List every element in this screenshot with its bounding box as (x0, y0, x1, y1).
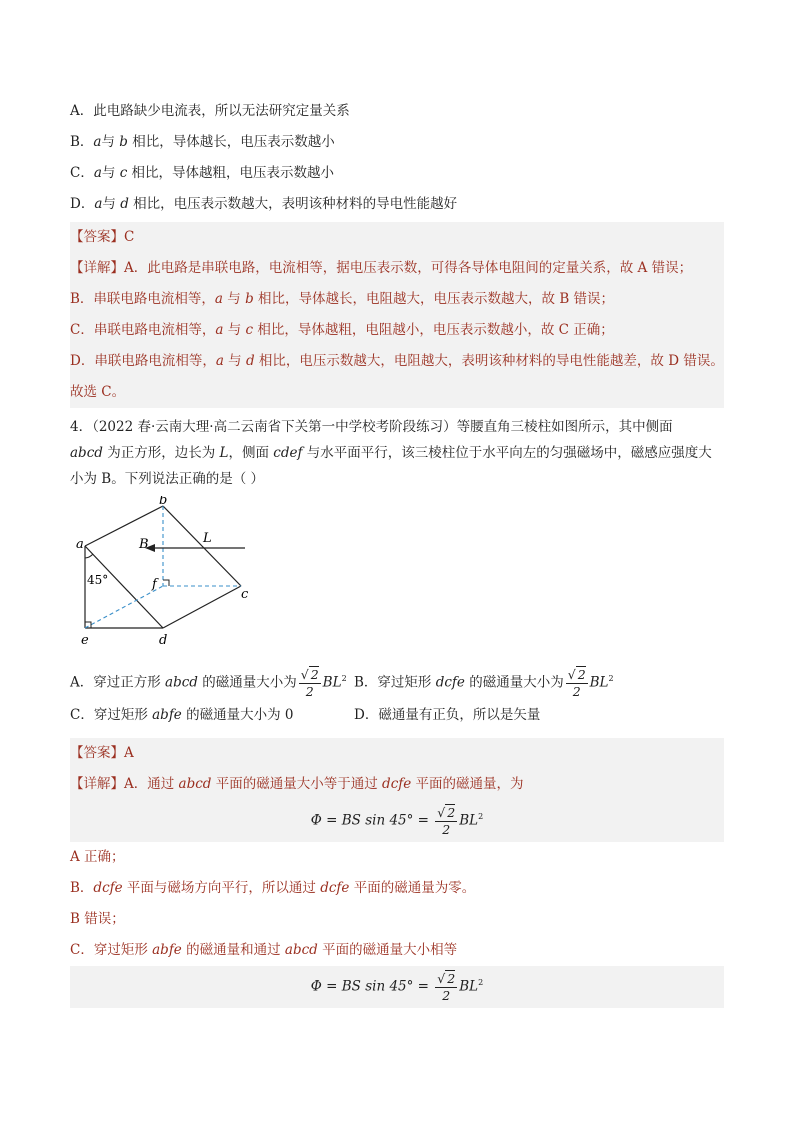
edge-bc (163, 506, 241, 586)
right-angle-f (163, 580, 169, 586)
label-b: b (159, 496, 168, 508)
option-a-fraction: $\frac{√ 2}{2}$ (300, 667, 319, 699)
explain4-line-5: C．穿过矩形 abfe 的磁通量和通过 abcd 平面的磁通量大小相等 (70, 942, 458, 958)
formula-1: Φ = BS sin 45° = $\frac{√ 2}{2}$ $BL^2$ (310, 805, 484, 837)
edge-ef (85, 586, 163, 628)
option-4-c: C．穿过矩形 abfe 的磁通量大小为 0 (70, 707, 294, 723)
question-4-line-2: abcd 为正方形，边长为 L，侧面 cdef 与水平面平行，该三棱柱位于水平向左的匀强磁场中，磁感应强度大 (70, 445, 712, 461)
question-4-line-3: 小为 B。下列说法正确的是（ ） (70, 471, 265, 487)
prism-diagram (75, 496, 255, 656)
explain-line-4: D．串联电路电流相等，a 与 d 相比，电压示数越大，电阻越大，表明该种材料的导电性能越差，故 D 错误。 (70, 353, 724, 369)
option-4-d: D．磁通量有正负，所以是矢量 (354, 707, 541, 723)
label-d: d (159, 633, 168, 648)
sqrt-icon: √ (437, 971, 446, 986)
question-4-line-1: 4．（2022 春·云南大理·高二云南省下关第一中学校考阶段练习）等腰直角三棱柱如图所示，其中侧面 (70, 419, 673, 435)
formula-2: Φ = BS sin 45° = $\frac{√ 2}{2}$ $BL^2$ (310, 971, 484, 1003)
label-a: a (76, 537, 84, 552)
label-B: B (139, 537, 149, 552)
prism-figure (75, 496, 255, 656)
document-page (70, 96, 724, 1008)
explain4-line-3: B．dcfe 平面与磁场方向平行，所以通过 dcfe 平面的磁通量为零。 (70, 880, 476, 896)
option-d-prev: D．a与 d 相比，电压表示数越大，表明该种材料的导电性能越好 (70, 196, 458, 212)
angle-arc (85, 554, 93, 558)
explain4-line-4: B 错误； (70, 911, 125, 927)
answer-line-4: 【答案】A (70, 745, 134, 761)
explain-line-3: C．串联电路电流相等，a 与 c 相比，导体越粗，电阻越小，电压表示数越小，故 C 正确； (70, 322, 614, 338)
formula-box-2 (70, 966, 724, 1008)
options-4-row-1 (70, 662, 724, 700)
explain-line-5: 故选 C。 (70, 384, 126, 400)
answer-box-4 (70, 738, 724, 842)
label-c: c (241, 587, 249, 602)
explain4-line-2: A 正确； (70, 849, 125, 865)
sqrt-icon: √ (437, 805, 446, 820)
explain-line-1: 【详解】A．此电路是串联电路，电流相等，据电压表示数，可得各导体电阻间的定量关系，故 A 错误； (70, 260, 693, 276)
explain4-line-1: 【详解】A．通过 abcd 平面的磁通量大小等于通过 dcfe 平面的磁通量，为 (70, 776, 524, 792)
option-4-b: B．穿过矩形 dcfe 的磁通量大小为 $\frac{√ 2}{2}$ $BL^2$ (354, 667, 614, 699)
answer-box-3 (70, 222, 724, 408)
edge-cd (163, 586, 241, 628)
option-c-prev: C．a与 c 相比，导体越粗，电压表示数越小 (70, 165, 335, 181)
explain-line-2: B．串联电路电流相等，a 与 b 相比，导体越长，电阻越大，电压表示数越大，故 B 错误； (70, 291, 615, 307)
option-b-fraction: $\frac{√ 2}{2}$ (567, 667, 586, 699)
question-4 (70, 414, 724, 492)
options-4-row-2 (70, 700, 724, 730)
label-L: L (203, 531, 212, 546)
label-e: e (81, 633, 89, 648)
option-4-a: A．穿过正方形 abcd 的磁通量大小为 $\frac{√ 2}{2}$ $BL^2$ (70, 667, 347, 699)
sqrt-icon: √ (300, 667, 309, 682)
option-a-prev: A．此电路缺少电流表，所以无法研究定量关系 (70, 103, 350, 119)
sqrt-icon: √ (567, 667, 576, 682)
edge-ab (85, 506, 163, 546)
label-angle: 45° (87, 573, 109, 587)
answer-line-3: 【答案】C (70, 229, 135, 245)
label-f: f (152, 577, 157, 592)
option-b-prev: B．a与 b 相比，导体越长，电压表示数越小 (70, 134, 335, 150)
